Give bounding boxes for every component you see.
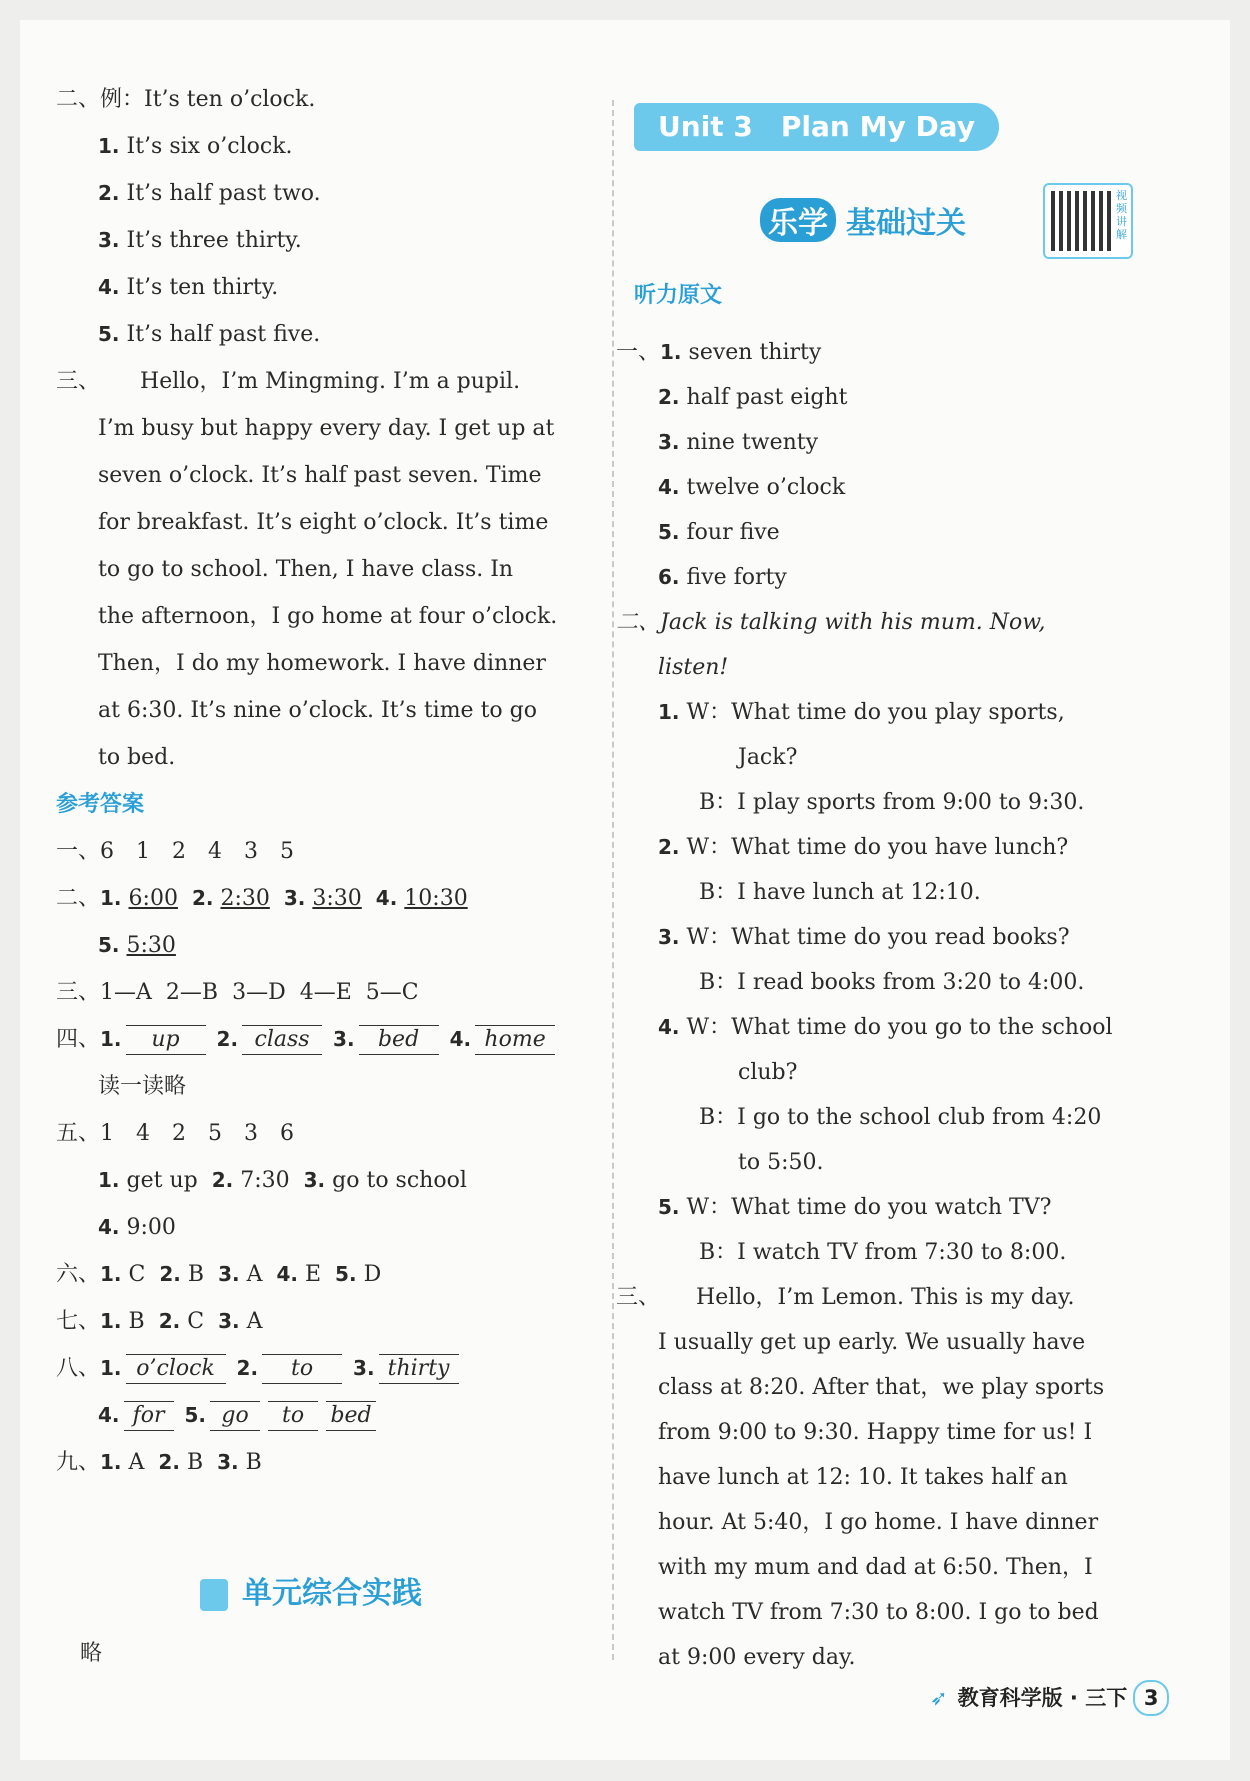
answer-5-cont: 4. 9:00 xyxy=(98,1215,176,1240)
answer-3: 三、1—A 2—B 3—D 4—E 5—C xyxy=(56,980,419,1005)
dialog-b: B：I go to the school club from 4:20 xyxy=(699,1105,1102,1130)
qr-side-label: 视频讲解 xyxy=(1116,189,1127,241)
s1-item: 5. four five xyxy=(658,520,780,545)
s1-item: 6. five forty xyxy=(658,565,787,590)
answer-5-head: 五、1 4 2 5 3 6 xyxy=(56,1121,294,1146)
s3-line: hour. At 5:40，I go home. I have dinner xyxy=(658,1510,1099,1535)
left-column xyxy=(56,76,586,1486)
sec2-head: 二、例：It’s ten o’clock. xyxy=(56,87,316,112)
page-number: 3 xyxy=(1133,1680,1169,1716)
s1-item: 4. twelve o’clock xyxy=(658,475,846,500)
s2-head: 二、Jack is talking with his mum. Now, xyxy=(616,610,1046,635)
sec2-item: 1. It’s six o’clock. xyxy=(98,134,293,159)
sec3-line: seven o’clock. It’s half past seven. Time xyxy=(98,463,542,488)
sec3-line: to bed. xyxy=(98,745,176,770)
page-footer xyxy=(930,1680,1169,1716)
dialog-w: 4. W：What time do you go to the school xyxy=(658,1015,1113,1040)
dialog-b: B：I read books from 3:20 to 4:00. xyxy=(699,970,1085,995)
sec3-line: 三、 Hello，I’m Mingming. I’m a pupil. xyxy=(56,369,521,394)
column-divider xyxy=(612,100,614,1660)
dialog-b: B：I play sports from 9:00 to 9:30. xyxy=(699,790,1085,815)
sec2-item: 4. It’s ten thirty. xyxy=(98,275,279,300)
answer-5: 1. get up 2. 7:30 3. go to school xyxy=(98,1168,467,1193)
answer-6: 六、1. C 2. B 3. A 4. E 5. D xyxy=(56,1262,382,1287)
qr-code-icon xyxy=(1051,191,1111,251)
sec3-line: to go to school. Then, I have class. In xyxy=(98,557,514,582)
answer-2-cont: 5. 5:30 xyxy=(98,933,176,958)
s3-line: class at 8:20. After that，we play sports xyxy=(658,1375,1105,1400)
unit-title: Unit 3 Plan My Day xyxy=(634,103,999,151)
book-icon xyxy=(200,1579,228,1611)
dialog-w: 2. W：What time do you have lunch? xyxy=(658,835,1069,860)
s3-line: at 9:00 every day. xyxy=(658,1645,856,1670)
qr-code[interactable] xyxy=(1043,183,1133,259)
dialog-b2: to 5:50. xyxy=(738,1150,824,1175)
banner-badge: 乐学 xyxy=(760,198,836,242)
dialog-b: B：I watch TV from 7:30 to 8:00. xyxy=(699,1240,1067,1265)
answers-title: 参考答案 xyxy=(56,792,145,817)
answer-7: 七、1. B 2. C 3. A xyxy=(56,1309,263,1334)
sec2-item: 5. It’s half past five. xyxy=(98,322,321,347)
s3-line: 三、 Hello，I’m Lemon. This is my day. xyxy=(616,1285,1075,1310)
sec3-line: Then，I do my homework. I have dinner xyxy=(98,651,546,676)
answer-4: 四、1. up 2. class 3. bed 4. home xyxy=(56,1016,586,1063)
sec2-item: 3. It’s three thirty. xyxy=(98,228,302,253)
s3-line: watch TV from 7:30 to 8:00. I go to bed xyxy=(658,1600,1099,1625)
s3-line: I usually get up early. We usually have xyxy=(658,1330,1086,1355)
s1-item: 一、1. seven thirty xyxy=(616,340,822,365)
bird-icon: ➶ xyxy=(930,1686,948,1710)
sec2-item: 2. It’s half past two. xyxy=(98,181,321,206)
answer-4-note: 读一读略 xyxy=(98,1074,187,1099)
practice-answer: 略 xyxy=(80,1641,103,1666)
answer-1: 一、6 1 2 4 3 5 xyxy=(56,839,294,864)
right-column xyxy=(616,330,1156,1680)
sec3-line: I’m busy but happy every day. I get up at xyxy=(98,416,555,441)
dialog-w2: Jack? xyxy=(738,745,798,770)
answer-8: 八、1. o’clock 2. to 3. thirty xyxy=(56,1345,586,1392)
dialog-w: 3. W：What time do you read books? xyxy=(658,925,1070,950)
dialog-w: 5. W：What time do you watch TV? xyxy=(658,1195,1052,1220)
dialog-w2: club? xyxy=(738,1060,798,1085)
answer-2: 二、1. 6:00 2. 2:30 3. 3:30 4. 10:30 xyxy=(56,886,468,911)
dialog-w: 1. W：What time do you play sports, xyxy=(658,700,1065,725)
practice-title: 单元综合实践 xyxy=(200,1568,422,1612)
edition-label: 教育科学版 · 三下 xyxy=(957,1686,1128,1710)
s1-item: 2. half past eight xyxy=(658,385,848,410)
dialog-b: B：I have lunch at 12:10. xyxy=(699,880,981,905)
s2-head2: listen! xyxy=(658,655,729,680)
sec3-line: at 6:30. It’s nine o’clock. It’s time to go xyxy=(98,698,537,723)
s1-item: 3. nine twenty xyxy=(658,430,819,455)
s3-line: with my mum and dad at 6:50. Then，I xyxy=(658,1555,1093,1580)
listening-title: 听力原文 xyxy=(634,283,723,308)
section-banner: 乐学 基础过关 xyxy=(760,198,966,242)
s3-line: from 9:00 to 9:30. Happy time for us! I xyxy=(658,1420,1093,1445)
sec3-line: the afternoon，I go home at four o’clock. xyxy=(98,604,558,629)
answer-9: 九、1. A 2. B 3. B xyxy=(56,1450,262,1475)
s3-line: have lunch at 12: 10. It takes half an xyxy=(658,1465,1068,1490)
answer-8-cont: 4. for 5. go to bed xyxy=(56,1392,586,1439)
sec3-line: for breakfast. It’s eight o’clock. It’s time xyxy=(98,510,549,535)
